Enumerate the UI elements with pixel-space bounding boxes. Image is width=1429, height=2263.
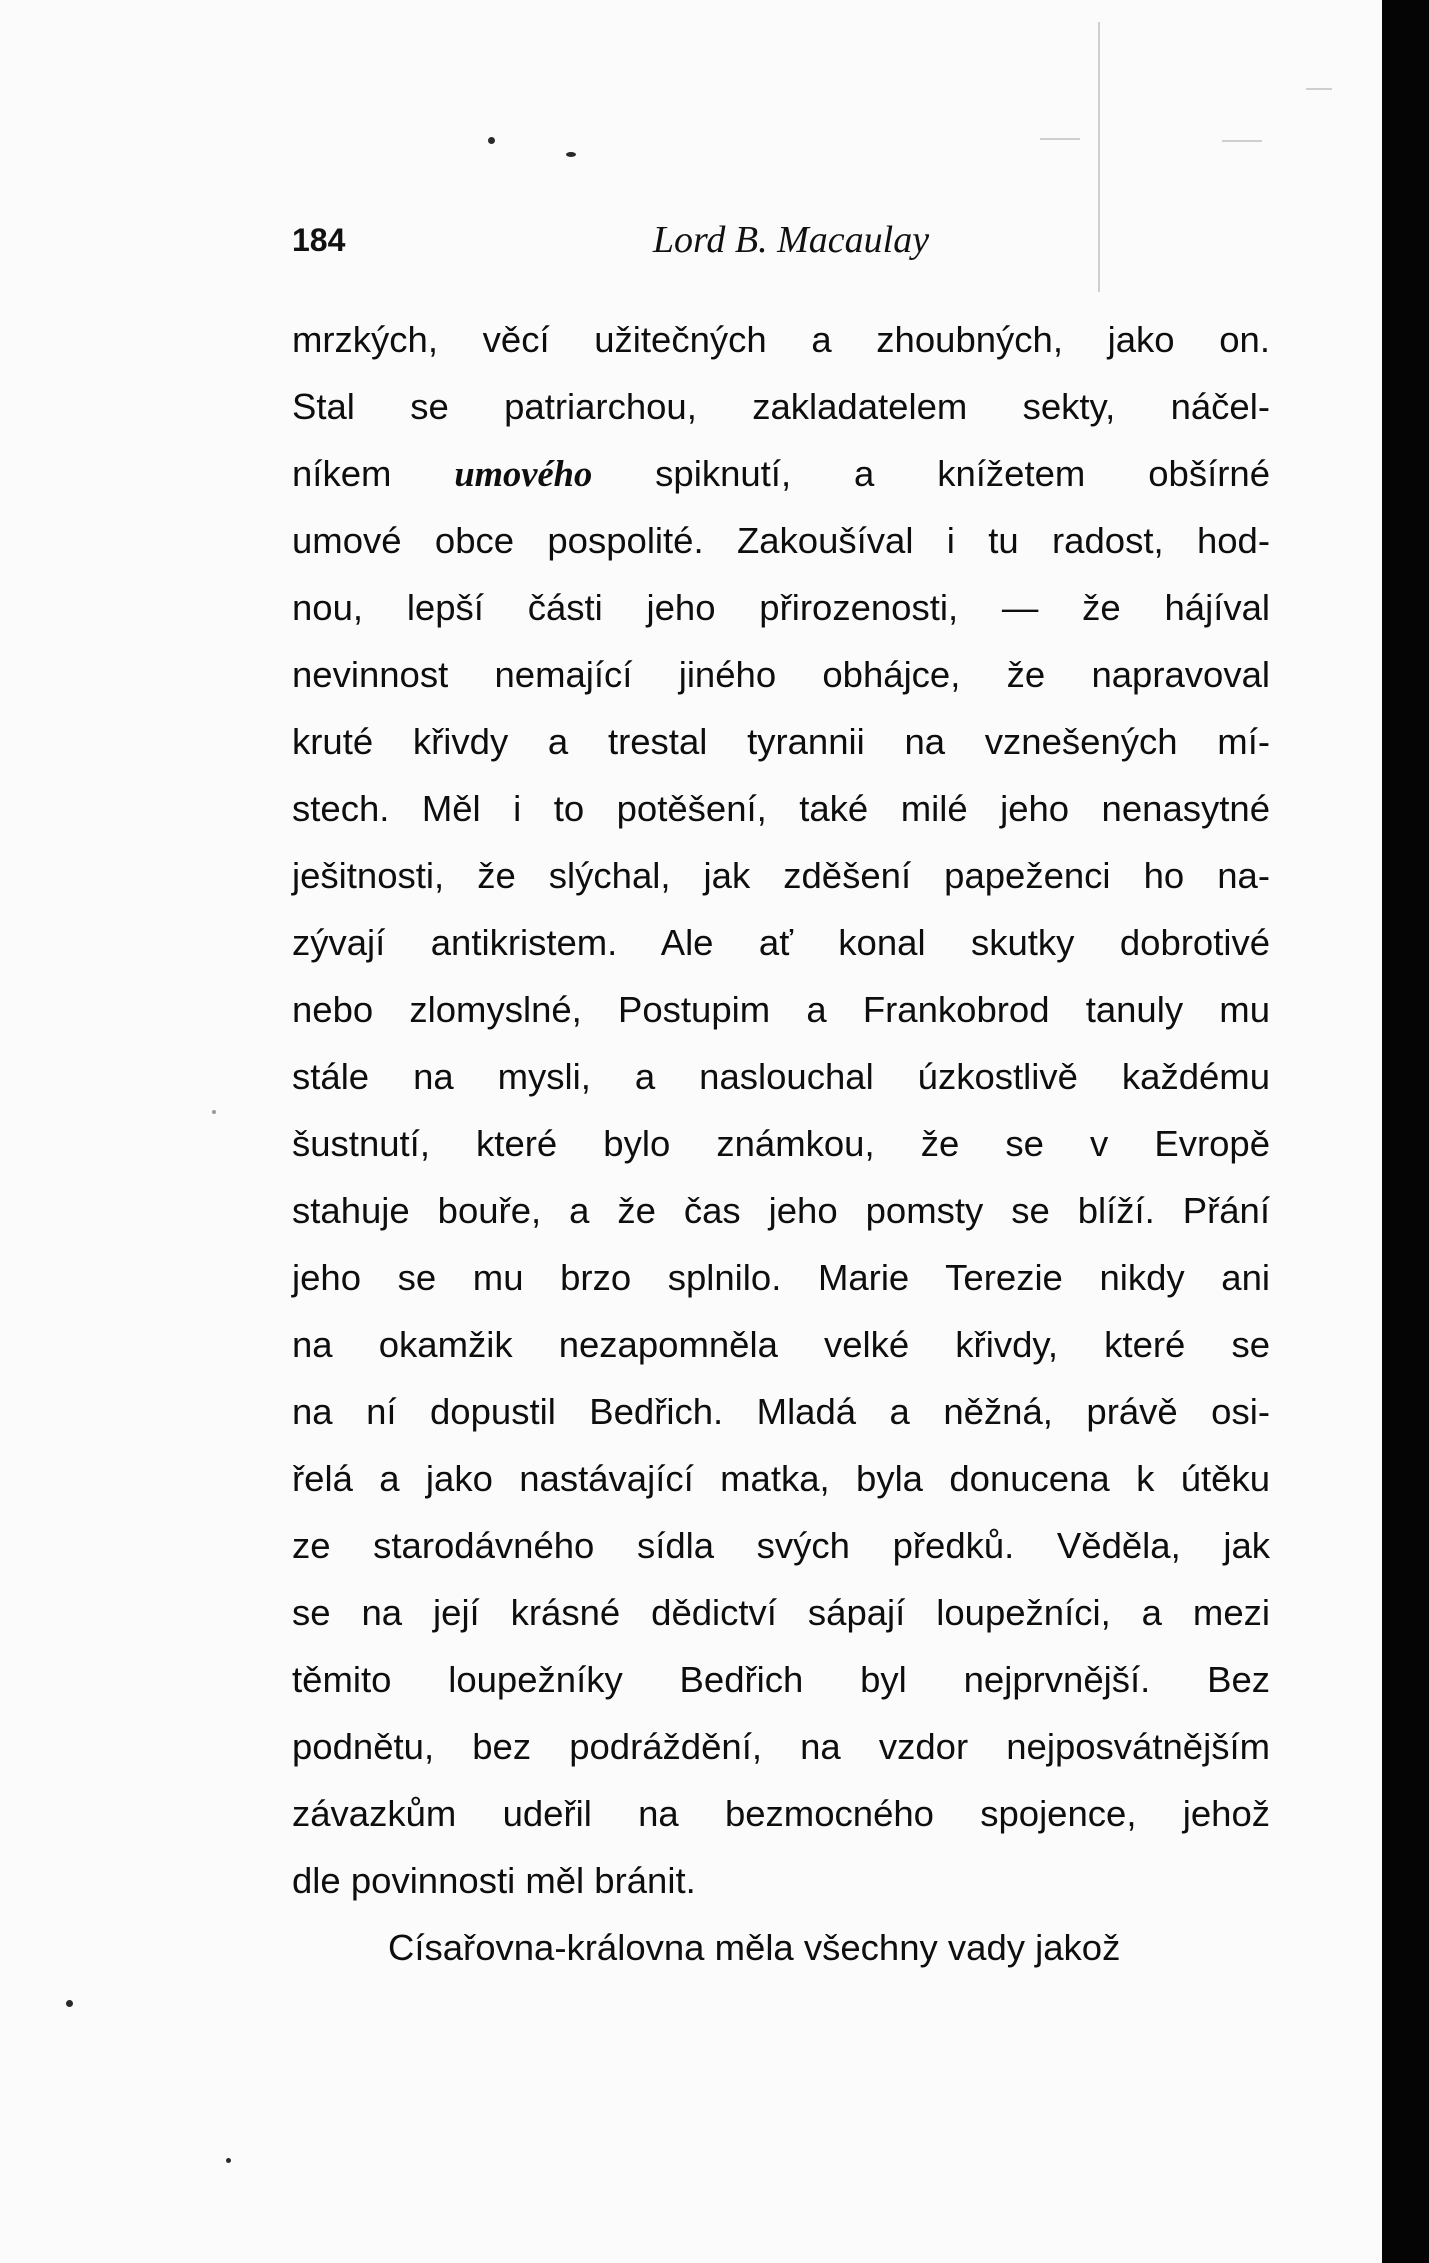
text-run: kruté křivdy a trestal tyrannii na vznešených mí- (292, 721, 1270, 762)
text-run: ze starodávného sídla svých předků. Věděla, jak (292, 1525, 1270, 1566)
scan-speck (226, 2158, 231, 2163)
text-run: nou, lepší části jeho přirozenosti, — že hájíval (292, 587, 1270, 628)
text-run: šustnutí, které bylo známkou, že se v Evropě (292, 1123, 1270, 1164)
text-line (292, 641, 1270, 708)
text-run: na okamžik nezapomněla velké křivdy, které se (292, 1324, 1270, 1365)
text-line (292, 440, 1270, 507)
text-line (292, 373, 1270, 440)
page-header (292, 212, 1270, 268)
text-run: umové obce pospolité. Zakoušíval i tu radost, hod- (292, 520, 1270, 561)
scan-edge-mark (1306, 88, 1332, 90)
text-line (292, 1512, 1270, 1579)
text-line (292, 1579, 1270, 1646)
text-line (292, 1445, 1270, 1512)
text-run: závazkům udeřil na bezmocného spojence, jehož (292, 1793, 1270, 1834)
page-edge-shadow (1382, 0, 1429, 2263)
scan-speck (566, 152, 576, 157)
body-text (292, 306, 1270, 1981)
text-line (292, 1110, 1270, 1177)
text-line (292, 1646, 1270, 1713)
page-number: 184 (292, 222, 346, 258)
text-run: níkem (292, 453, 455, 494)
text-run: stech. Měl i to potěšení, také milé jeho nenasytné (292, 788, 1270, 829)
text-line (292, 1043, 1270, 1110)
text-line (292, 306, 1270, 373)
scan-speck (66, 2000, 73, 2007)
text-run: těmito loupežníky Bedřich byl nejprvnější. Bez (292, 1659, 1270, 1700)
text-line (292, 1311, 1270, 1378)
scan-edge-mark (1040, 138, 1080, 140)
scan-speck (488, 137, 495, 144)
text-line (292, 775, 1270, 842)
scan-speck (212, 1110, 216, 1114)
text-line (292, 1713, 1270, 1780)
text-run: dle povinnosti měl bránit. (292, 1860, 696, 1901)
text-line (292, 1780, 1270, 1847)
text-run: řelá a jako nastávající matka, byla donucena k útěku (292, 1458, 1270, 1499)
text-line (292, 1378, 1270, 1445)
text-run: nebo zlomyslné, Postupim a Frankobrod tanuly mu (292, 989, 1270, 1030)
text-line (292, 574, 1270, 641)
text-line (292, 1244, 1270, 1311)
text-line (292, 708, 1270, 775)
text-run: nevinnost nemající jiného obhájce, že napravoval (292, 654, 1270, 695)
text-line (292, 507, 1270, 574)
text-run: se na její krásné dědictví sápají loupežníci, a mezi (292, 1592, 1270, 1633)
text-line (292, 1177, 1270, 1244)
text-run: zývají antikristem. Ale ať konal skutky dobrotivé (292, 922, 1270, 963)
text-run: stahuje bouře, a že čas jeho pomsty se blíží. Přání (292, 1190, 1270, 1231)
scan-edge-mark (1222, 140, 1262, 142)
text-line (292, 1847, 1270, 1914)
text-line (292, 976, 1270, 1043)
text-run: ješitnosti, že slýchal, jak zděšení papeženci ho na- (292, 855, 1270, 896)
text-run: spiknutí, a knížetem obšírné (592, 453, 1270, 494)
text-line (292, 909, 1270, 976)
text-run: podnětu, bez podráždění, na vzdor nejposvátnějším (292, 1726, 1270, 1767)
text-run: jeho se mu brzo splnilo. Marie Terezie nikdy ani (292, 1257, 1270, 1298)
text-line (292, 1914, 1270, 1981)
text-run: Císařovna-královna měla všechny vady jakož (388, 1927, 1121, 1968)
running-head: Lord B. Macaulay (652, 219, 930, 261)
emphasized-word: umového (454, 453, 593, 494)
text-run: na ní dopustil Bedřich. Mladá a něžná, právě osi- (292, 1391, 1270, 1432)
text-line (292, 842, 1270, 909)
text-run: stále na mysli, a naslouchal úzkostlivě každému (292, 1056, 1270, 1097)
text-run: Stal se patriarchou, zakladatelem sekty, náčel- (292, 386, 1270, 427)
text-run: mrzkých, věcí užitečných a zhoubných, jako on. (292, 319, 1270, 360)
